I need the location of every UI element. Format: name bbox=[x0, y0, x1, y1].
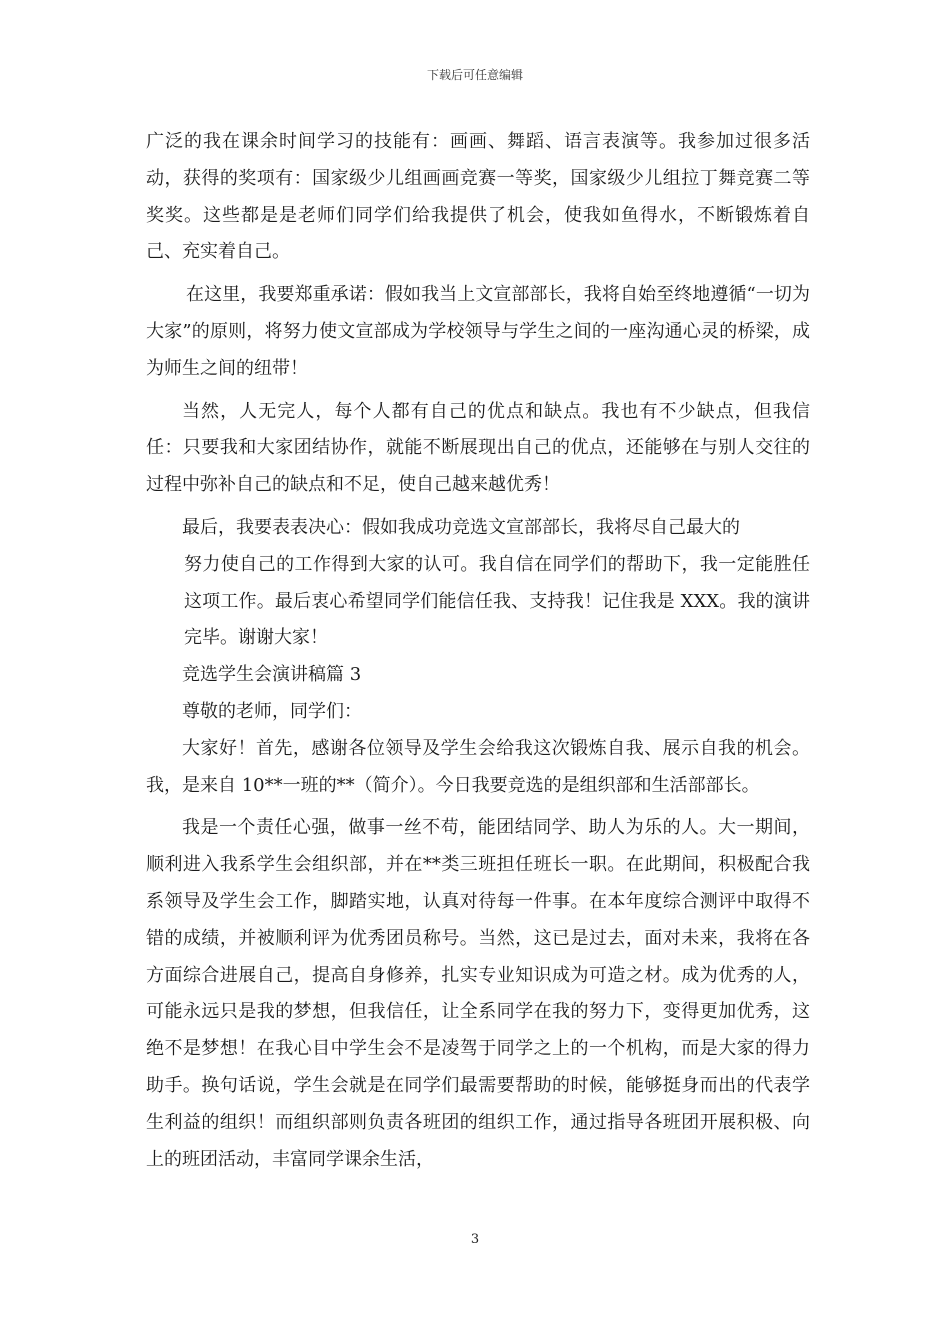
paragraph-strengths-weaknesses: 当然，人无完人，每个人都有自己的优点和缺点。我也有不少缺点，但我信任：只要我和大家团结协作，就能不断展现出自己的优点，还能够在与别人交往的过程中弥补自己的缺点和不足，使自己越来越优秀！ bbox=[146, 400, 810, 496]
page-header bbox=[0, 66, 950, 83]
header-note: 下载后可任意编辑 bbox=[426, 68, 523, 82]
paragraph-greeting: 大家好！首先，感谢各位领导及学生会给我这次锻炼自我、展示自我的机会。我，是来自 10**一班的**（简介）。今日我要竞选的是组织部和生活部部长。 bbox=[146, 737, 810, 796]
page-number: 3 bbox=[470, 1232, 480, 1247]
paragraph-resolve: 最后，我要表表决心：假如我成功竞选文宣部部长，我将尽自己最大的 bbox=[182, 516, 740, 538]
paragraph-skills-awards: 广泛的我在课余时间学习的技能有：画画、舞蹈、语言表演等。我参加过很多活动，获得的奖项有：国家级少儿组画画竞赛一等奖，国家级少儿组拉丁舞竞赛二等奖奖。这些都是是老师们同学们给我提供了机会，使我如鱼得水，不断锻炼着自己、充实着自己。 bbox=[146, 131, 810, 263]
section-heading: 竞选学生会演讲稿篇 3 bbox=[182, 664, 362, 686]
document-body bbox=[146, 124, 810, 1178]
page-footer bbox=[0, 1232, 950, 1247]
paragraph-promise: 在这里，我要郑重承诺：假如我当上文宣部部长，我将自始至终地遵循“一切为大家”的原则，将努力使文宣部成为学校领导与学生之间的一座沟通心灵的桥梁，成为师生之间的纽带！ bbox=[146, 284, 810, 379]
paragraph-self-introduction: 我是一个责任心强，做事一丝不苟，能团结同学、助人为乐的人。大一期间，顺利进入我系学生会组织部，并在**类三班担任班长一职。在此期间，积极配合我系领导及学生会工作，脚踏实地，认真对待每一件事。在本年度综合测评中取得不错的成绩，并被顺利评为优秀团员称号。当然，这已是过去，面对未来，我将在各方面综合进展自己，提高自身修养，扎实专业知识成为可造之材。成为优秀的人，可能永远只是我的梦想，但我信任，让全系同学在我的努力下，变得更加优秀，这绝不是梦想！在我心目中学生会不是凌驾于同学之上的一个机构，而是大家的得力助手。换句话说，学生会就是在同学们最需要帮助的时候，能够挺身而出的代表学生利益的组织！而组织部则负责各班团的组织工作，通过指导各班团开展积极、向上的班团活动，丰富同学课余生活， bbox=[146, 817, 810, 1170]
paragraph-closing: 努力使自己的工作得到大家的认可。我自信在同学们的帮助下，我一定能胜任这项工作。最后衷心希望同学们能信任我、支持我！记住我是 XXX。我的演讲完毕。谢谢大家！ bbox=[184, 553, 810, 649]
salutation: 尊敬的老师，同学们： bbox=[182, 700, 362, 722]
